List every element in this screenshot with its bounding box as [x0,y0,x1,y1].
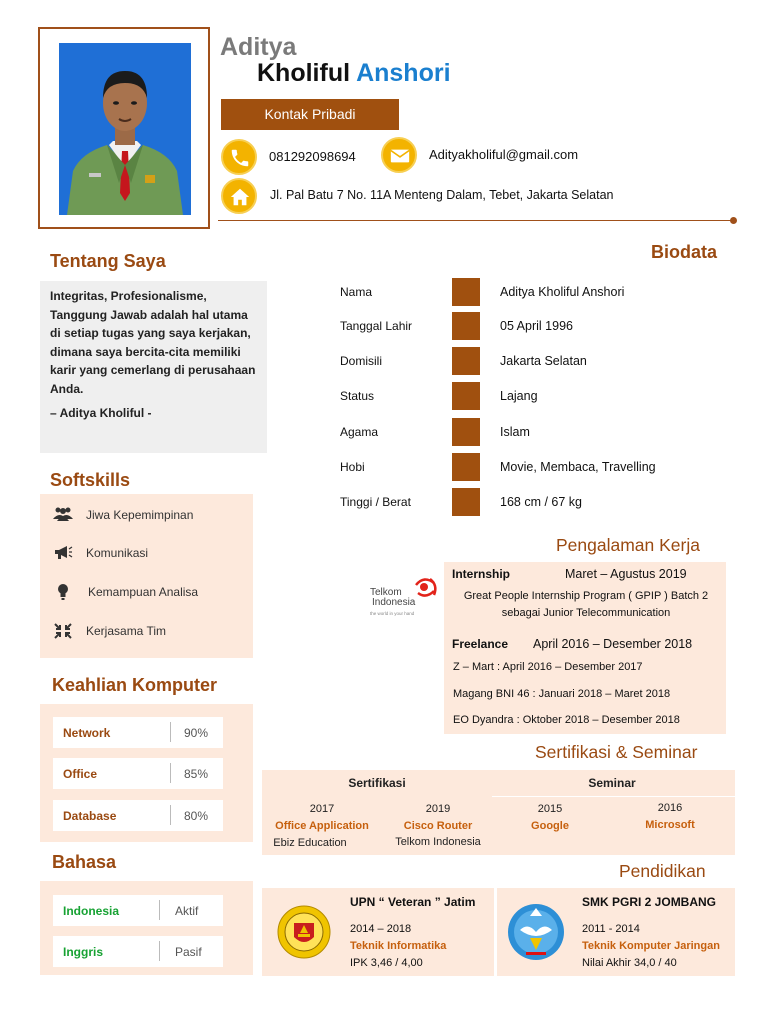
internship-desc-2: sebagai Junior Telecommunication [501,607,671,619]
about-title: Tentang Saya [50,251,166,271]
bio-value: 168 cm / 67 kg [500,495,582,509]
freelance-label: Freelance [452,637,509,651]
telkom-indonesia-logo [368,575,440,623]
cert-header-divider [492,796,735,797]
seminar-name: Google [531,820,569,832]
bio-marker [452,382,480,410]
language-row [53,936,223,967]
tut-wuri-handayani-logo-icon [506,902,566,969]
cert-name: Office Application [275,820,369,832]
school-major: Teknik Informatika [350,940,447,952]
bio-label: Hobi [340,460,365,474]
megaphone-icon [53,544,73,563]
freelance-item: Z – Mart : April 2016 – Desember 2017 [453,661,643,673]
header-divider [218,220,733,221]
bio-value: 05 April 1996 [500,319,573,333]
certification-box [262,770,735,855]
softskill-label: Kemampuan Analisa [88,585,199,599]
skill-level: 80% [184,809,209,823]
softskill-label: Komunikasi [86,546,149,560]
school-major: Teknik Komputer Jaringan [582,940,720,952]
bio-value: Lajang [500,389,538,403]
bio-label: Agama [340,425,379,439]
bio-marker [452,418,480,446]
lightbulb-icon [53,583,73,604]
computer-skills-title: Keahlian Komputer [52,675,218,695]
bio-label: Nama [340,285,373,299]
language-level: Aktif [175,904,199,918]
upn-logo-icon [277,905,331,964]
first-name: Aditya [220,33,297,61]
arrows-inward-icon [53,622,73,643]
phone-number[interactable]: 081292098694 [269,149,356,164]
about-text: Integritas, Profesionalisme, Tanggung Jawab adalah hal utama di setiap tugas yang saya kerjakan, dimana saya bercita-cita memiliki karir yang cemerlang di perusahaan Anda. [50,289,256,396]
languages-title: Bahasa [52,852,117,872]
seminar-year: 2016 [657,802,683,814]
bio-marker [452,488,480,516]
softskills-title: Softskills [50,470,131,490]
bio-label: Tinggi / Berat [340,495,411,509]
last-name [257,59,451,88]
about-box [40,281,267,453]
group-icon [53,506,73,525]
softskill-item [40,619,253,643]
home-address: Jl. Pal Batu 7 No. 11A Menteng Dalam, Tebet, Jakarta Selatan [270,188,614,202]
experience-title: Pengalaman Kerja [556,535,700,555]
seminar-name: Microsoft [645,819,695,831]
home-icon [221,178,257,214]
school-name: SMK PGRI 2 JOMBANG [582,895,717,909]
freelance-period: April 2016 – Desember 2018 [533,637,693,651]
bio-label: Status [340,389,375,403]
cert-header: Sertifikasi [348,776,406,790]
skill-row [53,800,223,831]
bio-marker [452,347,480,375]
cert-name: Cisco Router [403,820,473,832]
cert-issuer: Ebiz Education [273,837,347,849]
language-name: Indonesia [63,904,120,918]
last-name-part2: Anshori [356,59,451,87]
softskill-item [40,503,253,527]
language-name: Inggris [63,945,104,959]
languages-box [40,881,253,975]
phone-icon [221,139,257,175]
school-score: Nilai Akhir 34,0 / 40 [582,957,677,969]
education-card [262,888,494,976]
email-icon [381,137,417,173]
freelance-item: Magang BNI 46 : Januari 2018 – Maret 2018 [453,688,671,700]
header-divider-dot [730,217,737,224]
bio-marker [452,312,480,340]
cert-year: 2019 [425,803,451,815]
skill-level: 90% [184,726,209,740]
softskill-label: Jiwa Kepemimpinan [86,508,194,522]
language-separator [159,941,160,961]
freelance-item: EO Dyandra : Oktober 2018 – Desember 2018 [453,714,680,726]
photo-frame [38,27,210,229]
skill-separator [170,805,171,825]
language-row [53,895,223,926]
internship-label: Internship [452,567,511,581]
school-name: UPN “ Veteran ” Jatim [350,895,476,909]
internship-desc-1: Great People Internship Program ( GPIP ) Batch 2 [463,590,709,602]
profile-photo [59,43,191,215]
school-years: 2014 – 2018 [350,923,412,935]
bio-marker [452,278,480,306]
language-separator [159,900,160,920]
skill-name: Database [63,809,117,823]
bio-label: Tanggal Lahir [340,319,413,333]
skill-name: Office [63,767,98,781]
biodata-title: Biodata [651,242,718,262]
seminar-header: Seminar [588,776,636,790]
cert-issuer: Telkom Indonesia [395,836,481,848]
bio-marker [452,453,480,481]
telkom-logo-text1: Telkom [370,587,402,598]
certification-title: Sertifikasi & Seminar [535,742,698,762]
softskill-item [40,541,253,565]
skill-separator [170,722,171,742]
softskills-box [40,494,253,658]
computer-skills-box [40,704,253,842]
softskill-item [40,580,253,604]
bio-value: Movie, Membaca, Travelling [500,460,656,474]
language-level: Pasif [175,945,202,959]
bio-label: Domisili [340,354,382,368]
cert-year: 2017 [309,803,335,815]
experience-box [444,562,726,734]
email-address[interactable]: Adityakholiful@gmail.com [429,147,579,162]
seminar-year: 2015 [537,803,563,815]
skill-level: 85% [184,767,209,781]
last-name-part1: Kholiful [257,59,351,87]
softskill-label: Kerjasama Tim [86,624,167,638]
bio-value: Jakarta Selatan [500,354,587,368]
school-score: IPK 3,46 / 4,00 [350,957,423,969]
contact-section-header: Kontak Pribadi [221,99,399,130]
school-years: 2011 - 2014 [582,923,640,935]
about-signature: – Aditya Kholiful - [50,406,152,420]
skill-separator [170,763,171,783]
education-title: Pendidikan [619,861,706,881]
bio-value: Aditya Kholiful Anshori [500,285,625,299]
skill-row [53,758,223,789]
telkom-logo-text2: Indonesia [372,597,416,608]
skill-row [53,717,223,748]
skill-name: Network [63,726,111,740]
bio-value: Islam [500,425,530,439]
telkom-logo-tagline: the world in your hand [370,611,415,616]
internship-period: Maret – Agustus 2019 [565,567,687,581]
education-card [497,888,735,976]
